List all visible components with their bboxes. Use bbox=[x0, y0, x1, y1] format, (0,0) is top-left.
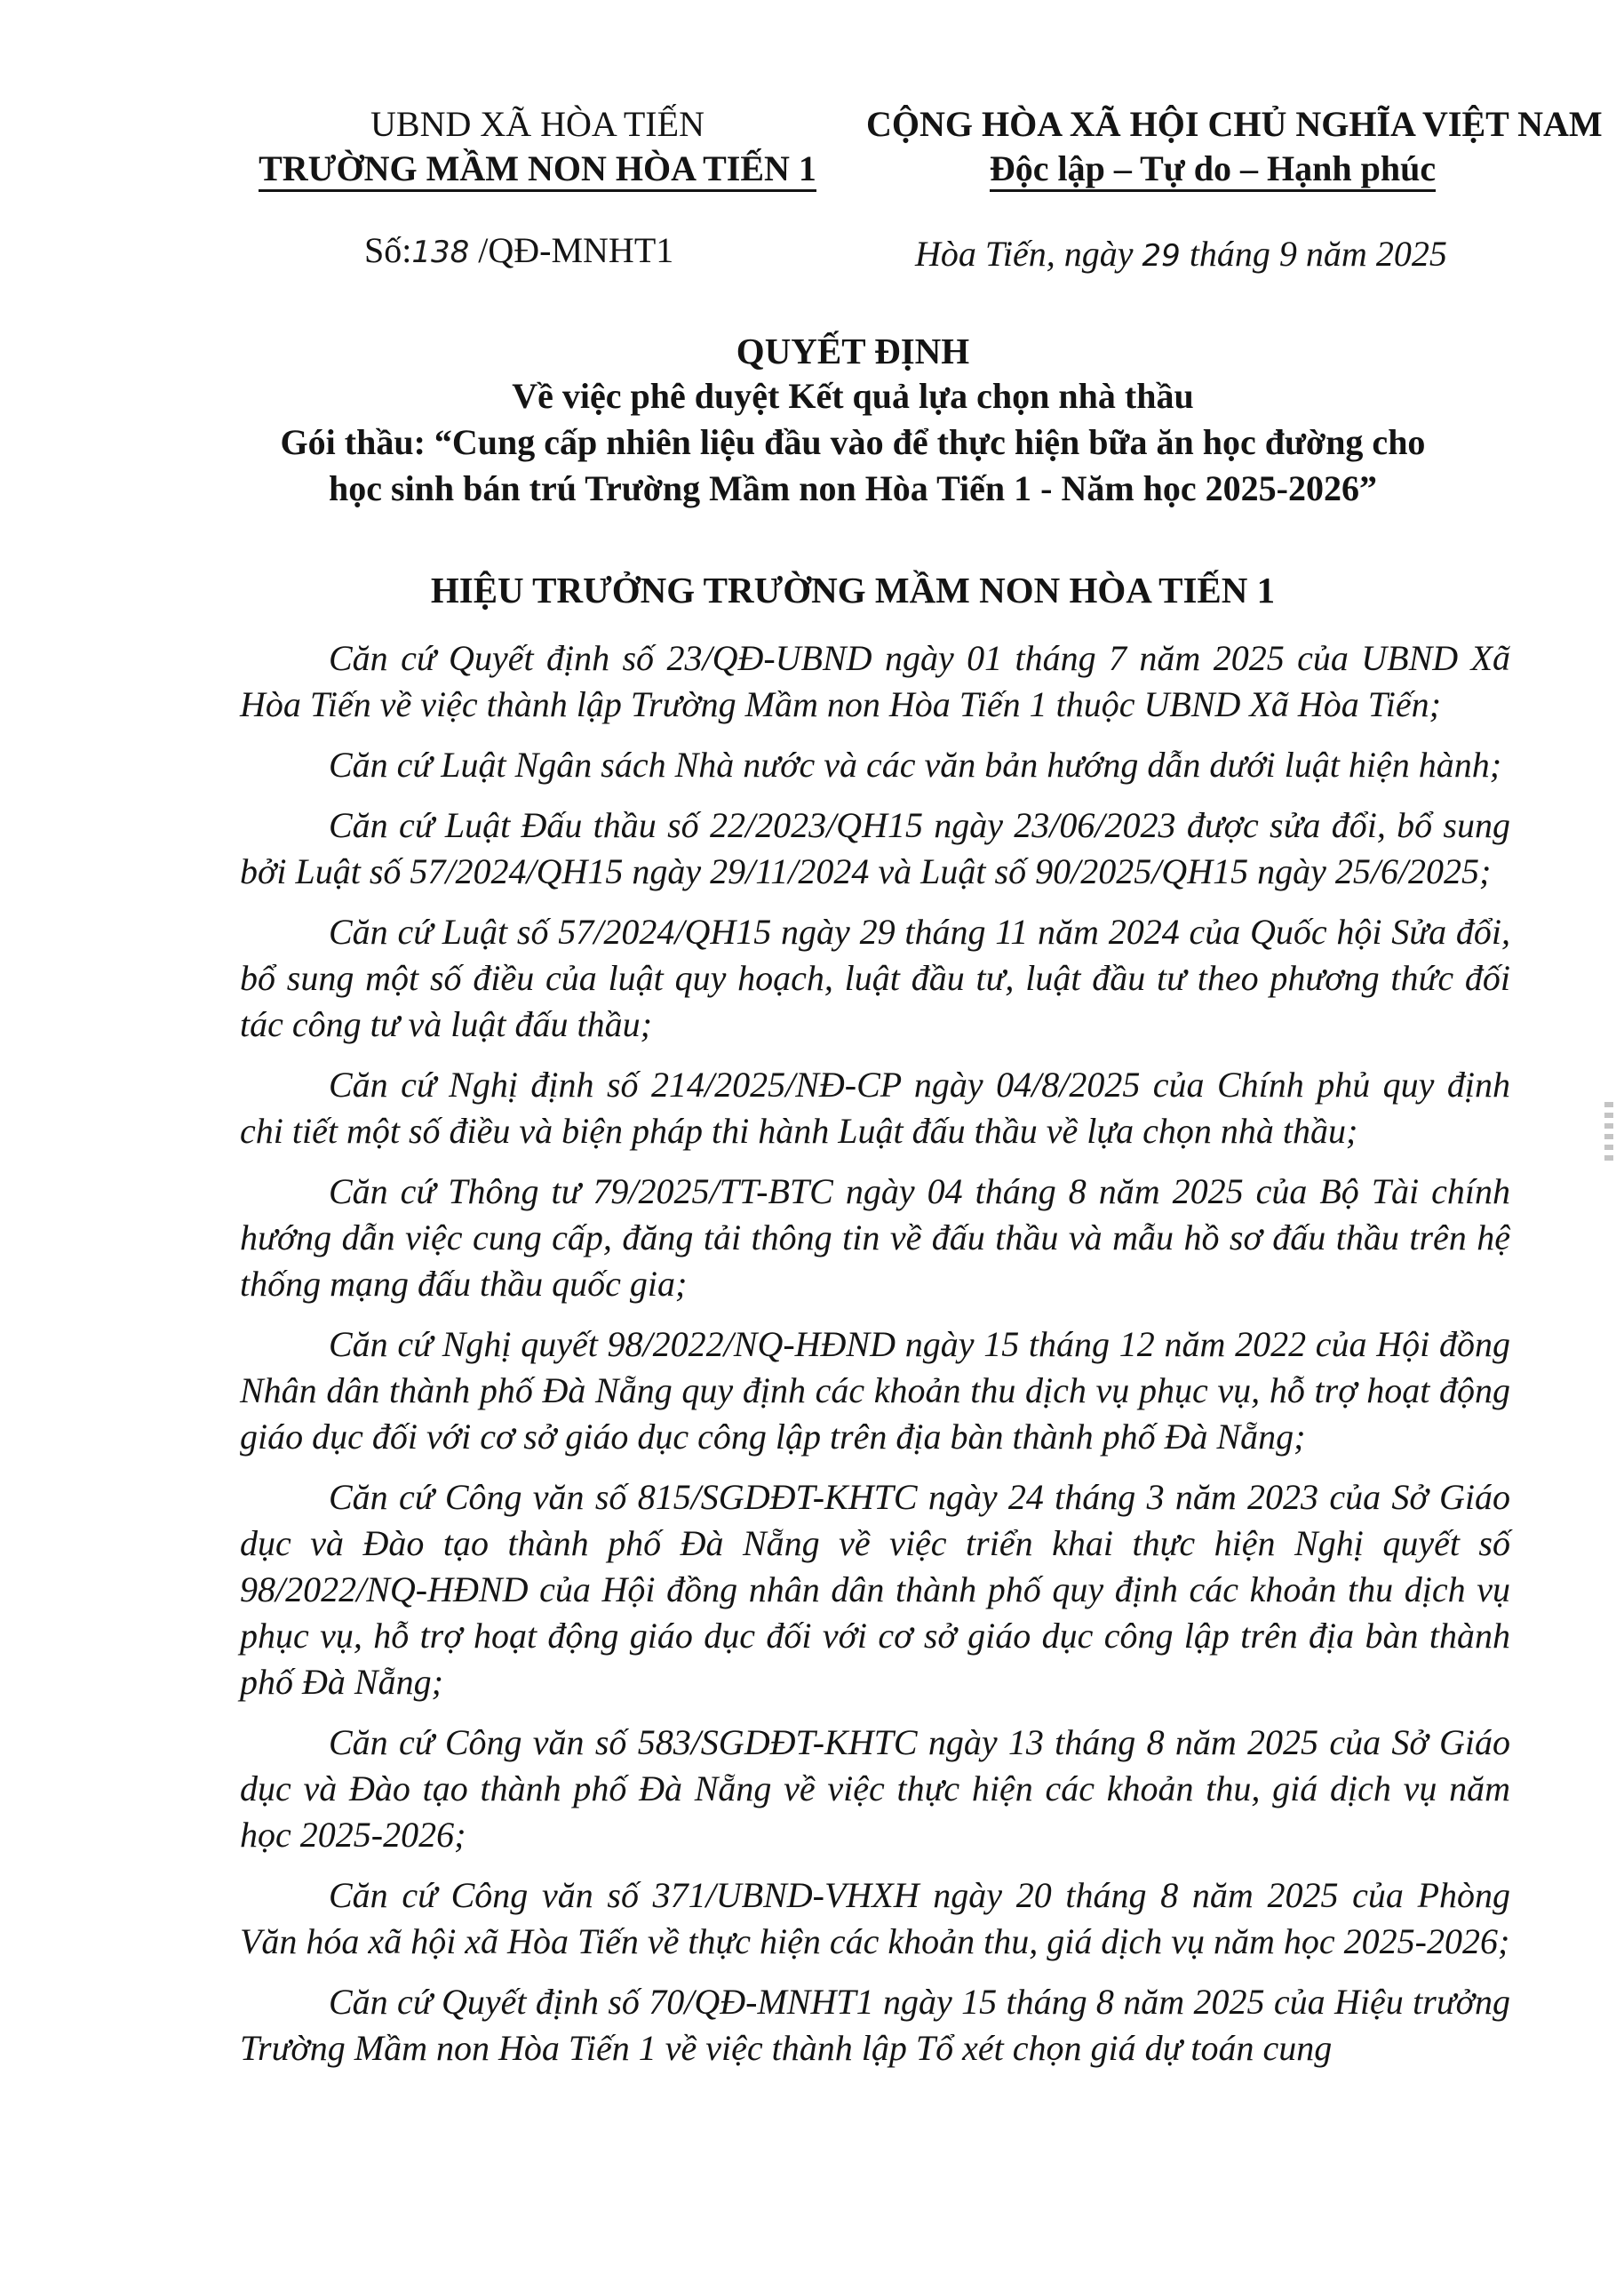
national-motto-block bbox=[866, 102, 1603, 191]
legal-basis-paragraph: Căn cứ Nghị định số 214/2025/NĐ-CP ngày 04/8/2025 của Chính phủ quy định chi tiết một số điều và biện pháp thi hành Luật đấu thầu về lựa chọn nhà thầu; bbox=[240, 1065, 1510, 1151]
legal-basis-paragraph: Căn cứ Quyết định số 70/QĐ-MNHT1 ngày 15 tháng 8 năm 2025 của Hiệu trưởng Trường Mầm non Hòa Tiến 1 về việc thành lập Tổ xét chọn giá dự toán cung bbox=[240, 1982, 1510, 2068]
legal-basis-paragraph: Căn cứ Luật Ngân sách Nhà nước và các văn bản hướng dẫn dưới luật hiện hành; bbox=[329, 745, 1502, 785]
motto-text: Độc lập – Tự do – Hạnh phúc bbox=[990, 148, 1436, 192]
legal-basis-paragraph: Căn cứ Thông tư 79/2025/TT-BTC ngày 04 tháng 8 năm 2025 của Bộ Tài chính hướng dẫn việc cung cấp, đăng tải thông tin về đấu thầu và mẫu hồ sơ đấu thầu trên hệ thống mạng đấu thầu quốc gia; bbox=[240, 1171, 1510, 1304]
legal-basis-paragraph: Căn cứ Quyết định số 23/QĐ-UBND ngày 01 tháng 7 năm 2025 của UBND Xã Hòa Tiến về việc thành lập Trường Mầm non Hòa Tiến 1 thuộc UBND Xã Hòa Tiến; bbox=[240, 638, 1510, 724]
decision-heading: QUYẾT ĐỊNH bbox=[736, 331, 970, 371]
legal-basis-paragraph: Căn cứ Nghị quyết 98/2022/NQ-HĐND ngày 15 tháng 12 năm 2022 của Hội đồng Nhân dân thành phố Đà Nẵng quy định các khoản thu dịch vụ phục vụ, hỗ trợ hoạt động giáo dục đối với cơ sở giáo dục công lập trên địa bàn thành phố Đà Nẵng; bbox=[240, 1324, 1510, 1457]
legal-basis-paragraph: Căn cứ Công văn số 583/SGDĐT-KHTC ngày 13 tháng 8 năm 2025 của Sở Giáo dục và Đào tạo thành phố Đà Nẵng về việc thực hiện các khoản thu, giá dịch vụ năm học 2025-2026; bbox=[240, 1722, 1510, 1855]
date-day-handwritten: 29 bbox=[1142, 238, 1181, 274]
country-name: CỘNG HÒA XÃ HỘI CHỦ NGHĨA VIỆT NAM bbox=[866, 104, 1603, 144]
legal-basis-paragraph: Căn cứ Luật Đấu thầu số 22/2023/QH15 ngày 23/06/2023 được sửa đổi, bổ sung bởi Luật số 57/2024/QH15 ngày 29/11/2024 và Luật số 90/2025/QH15 ngày 25/6/2025; bbox=[240, 805, 1510, 891]
school-name-text: TRƯỜNG MẦM NON HÒA TIẾN 1 bbox=[259, 148, 816, 192]
motto bbox=[866, 147, 1559, 191]
doc-number-prefix: Số: bbox=[364, 230, 412, 270]
parent-authority: UBND XÃ HÒA TIẾN bbox=[370, 104, 705, 144]
legal-basis-list bbox=[240, 635, 1510, 2086]
scan-artifact bbox=[1604, 1102, 1613, 1164]
package-line-2: học sinh bán trú Trường Mầm non Hòa Tiến 1 - Năm học 2025-2026” bbox=[329, 468, 1377, 508]
date-line bbox=[915, 233, 1447, 275]
school-name bbox=[227, 147, 848, 191]
doc-number-suffix: /QĐ-MNHT1 bbox=[478, 230, 674, 270]
legal-basis-paragraph: Căn cứ Công văn số 371/UBND-VHXH ngày 20 tháng 8 năm 2025 của Phòng Văn hóa xã hội xã Hòa Tiến về thực hiện các khoản thu, giá dịch vụ năm học 2025-2026; bbox=[240, 1875, 1510, 1961]
legal-basis-paragraph: Căn cứ Công văn số 815/SGDĐT-KHTC ngày 24 tháng 3 năm 2023 của Sở Giáo dục và Đào tạo thành phố Đà Nẵng về việc triển khai thực hiện Nghị quyết số 98/2022/NQ-HĐND của Hội đồng nhân dân thành phố quy định các khoản thu dịch vụ phục vụ, hỗ trợ hoạt động giáo dục đối với cơ sở giáo dục công lập trên địa bàn thành phố Đà Nẵng; bbox=[240, 1477, 1510, 1702]
decision-subject: Về việc phê duyệt Kết quả lựa chọn nhà thầu bbox=[512, 376, 1194, 416]
document-number bbox=[364, 229, 673, 271]
legal-basis-paragraph: Căn cứ Luật số 57/2024/QH15 ngày 29 tháng 11 năm 2024 của Quốc hội Sửa đổi, bổ sung một số điều của luật quy hoạch, luật đầu tư, luật đầu tư theo phương thức đối tác công tư và luật đấu thầu; bbox=[240, 912, 1510, 1044]
decision-title-block bbox=[213, 329, 1493, 512]
authority-heading: HIỆU TRƯỞNG TRƯỜNG MẦM NON HÒA TIẾN 1 bbox=[430, 570, 1276, 611]
issuing-authority-block bbox=[227, 102, 848, 191]
doc-number-handwritten: 138 bbox=[411, 235, 470, 270]
package-line-1: Gói thầu: “Cung cấp nhiên liệu đầu vào để thực hiện bữa ăn học đường cho bbox=[280, 422, 1426, 462]
date-prefix: Hòa Tiến, ngày bbox=[915, 234, 1134, 274]
date-suffix: tháng 9 năm 2025 bbox=[1189, 234, 1447, 274]
